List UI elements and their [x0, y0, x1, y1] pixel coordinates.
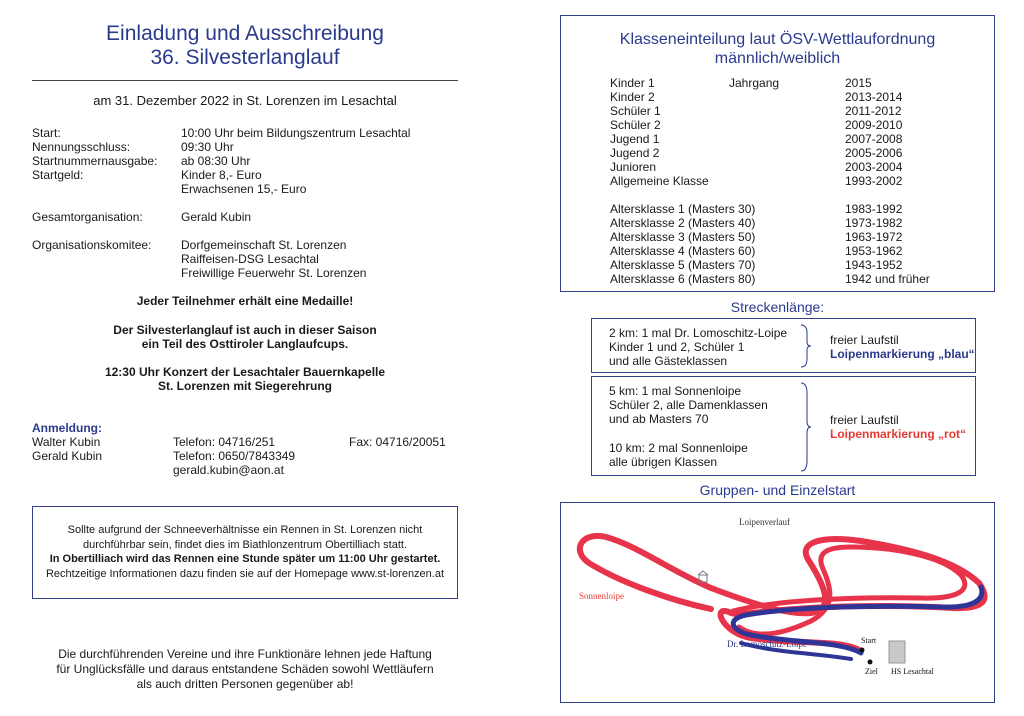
notice-line-3: In Obertilliach wird das Rennen eine Stunde später um 11:00 Uhr gestartet. [49, 553, 441, 565]
class-years: 1943-1952 [845, 258, 903, 272]
route-red-box [591, 376, 976, 476]
cup-line-2: ein Teil des Osttiroler Langlaufcups. [141, 337, 349, 351]
notice-line-4: Rechtzeitige Informationen dazu finden sie auf der Homepage www.st-lorenzen.at [45, 567, 445, 580]
class-years: 2003-2004 [845, 160, 903, 174]
komitee-value-3: Freiwillige Feuerwehr St. Lorenzen [181, 266, 367, 280]
class-name: Jugend 1 [610, 132, 660, 146]
contact-phone-1: Telefon: 04716/251 [173, 435, 276, 449]
class-name: Jugend 2 [610, 146, 660, 160]
classes-title-line-2: männlich/weiblich [714, 50, 841, 67]
route-red-marking: Loipenmarkierung „rot“ [830, 427, 967, 441]
notice-box [32, 506, 458, 599]
route-blue-brace [799, 323, 813, 369]
contact-phone-2: Telefon: 0650/7843349 [173, 449, 296, 463]
map-label-ziel: Ziel [865, 667, 878, 676]
gesamt-label: Gesamtorganisation: [32, 210, 143, 224]
disclaimer-line-1: Die durchführenden Vereine und ihre Funktionäre lehnen jede Haftung [58, 647, 432, 661]
course-map [561, 503, 994, 702]
medal-note: Jeder Teilnehmer erhält eine Medaille! [136, 294, 354, 308]
anmeldung-heading: Anmeldung: [32, 421, 102, 435]
detail-label-startnummer: Startnummernausgabe: [32, 154, 158, 168]
start-dot [860, 648, 865, 653]
contact-name-1: Walter Kubin [32, 435, 101, 449]
title-divider [32, 80, 458, 81]
class-name: Altersklasse 2 (Masters 40) [610, 216, 756, 230]
class-years: 2015 [845, 76, 872, 90]
class-name: Allgemeine Klasse [610, 174, 709, 188]
detail-value-startnummer: ab 08:30 Uhr [181, 154, 251, 168]
detail-value-startgeld-erwachsene: Erwachsenen 15,- Euro [181, 182, 307, 196]
class-years: 1993-2002 [845, 174, 903, 188]
route-red-line-5: alle übrigen Klassen [609, 455, 718, 469]
contact-name-2: Gerald Kubin [32, 449, 103, 463]
detail-label-nennungsschluss: Nennungsschluss: [32, 140, 131, 154]
route-red-line-2: Schüler 2, alle Damenklassen [609, 398, 768, 412]
route-blue-style: freier Laufstil [830, 333, 899, 347]
hs-building-icon [889, 641, 905, 663]
class-name: Schüler 2 [610, 118, 661, 132]
contact-email-2[interactable]: gerald.kubin@aon.at [173, 463, 284, 477]
route-blue-lines [609, 326, 787, 368]
classes-box [560, 15, 995, 292]
cup-note [32, 323, 458, 351]
route-red-style: freier Laufstil [830, 413, 899, 427]
cup-line-1: Der Silvesterlanglauf ist auch in dieser Saison [113, 323, 377, 337]
class-years: 1973-1982 [845, 216, 903, 230]
detail-label-start: Start: [32, 126, 61, 140]
concert-line-2: St. Lorenzen mit Siegerehrung [157, 379, 333, 393]
class-name: Schüler 1 [610, 104, 661, 118]
disclaimer-line-2: für Unglücksfälle und daraus entstandene Schäden sowohl Wettläufern [56, 662, 434, 676]
map-label-loipenverlauf: Loipenverlauf [739, 517, 790, 527]
class-years: 1963-1972 [845, 230, 903, 244]
classes-title [561, 30, 994, 68]
notice-line-1: Sollte aufgrund der Schneeverhältnisse ein Rennen in St. Lorenzen nicht [67, 524, 423, 536]
title-line-1: Einladung und Ausschreibung [106, 22, 384, 45]
class-years: 2013-2014 [845, 90, 903, 104]
class-name: Altersklasse 5 (Masters 70) [610, 258, 756, 272]
route-blue-box [591, 318, 976, 373]
detail-value-nennungsschluss: 09:30 Uhr [181, 140, 234, 154]
class-name: Altersklasse 6 (Masters 80) [610, 272, 756, 286]
class-years: 1953-1962 [845, 244, 903, 258]
class-name: Altersklasse 4 (Masters 60) [610, 244, 756, 258]
route-red-line-1: 5 km: 1 mal Sonnenloipe [609, 384, 742, 398]
class-years: 2011-2012 [845, 104, 902, 118]
route-blue-marking: Loipenmarkierung „blau“ [830, 347, 975, 361]
notice-text [33, 523, 457, 581]
class-name: Kinder 1 [610, 76, 655, 90]
date-line: am 31. Dezember 2022 in St. Lorenzen im Lesachtal [93, 93, 397, 108]
strecken-heading: Streckenlänge: [730, 299, 825, 315]
contacts [32, 435, 462, 477]
map-label-start: Start [861, 636, 877, 645]
route-red-line-4: 10 km: 2 mal Sonnenloipe [609, 441, 748, 455]
detail-value-startgeld-kinder: Kinder 8,- Euro [181, 168, 262, 182]
contact-fax-1: Fax: 04716/20051 [349, 435, 446, 449]
concert-note [32, 365, 458, 393]
classes-title-line-1: Klasseneinteilung laut ÖSV-Wettlaufordnung [619, 31, 936, 48]
route-blue-line-3: und alle Gästeklassen [609, 354, 728, 368]
map-box [560, 502, 995, 703]
route-blue-line-2: Kinder 1 und 2, Schüler 1 [609, 340, 745, 354]
class-years: 1942 und früher [845, 272, 930, 286]
class-name: Altersklasse 3 (Masters 50) [610, 230, 756, 244]
concert-line-1: 12:30 Uhr Konzert der Lesachtaler Bauernkapelle [104, 365, 386, 379]
komitee-value-1: Dorfgemeinschaft St. Lorenzen [181, 238, 347, 252]
gesamt-value: Gerald Kubin [181, 210, 252, 224]
map-label-lomoschitz: Dr. Lomoschitz-Loipe [727, 639, 807, 649]
route-red-lines-a [609, 384, 768, 426]
gruppen-heading: Gruppen- und Einzelstart [699, 482, 856, 498]
ziel-dot [868, 660, 873, 665]
map-label-hs-lesachtal: HS Lesachtal [891, 667, 934, 676]
page-title [32, 22, 458, 70]
jahrgang-label: Jahrgang [729, 76, 780, 90]
notice-line-2: durchführbar sein, findet dies im Biathlonzentrum Obertilliach statt. [82, 538, 408, 551]
komitee-value-2: Raiffeisen-DSG Lesachtal [181, 252, 319, 266]
disclaimer-line-3: als auch dritten Personen gegenüber ab! [136, 677, 354, 691]
class-name: Junioren [610, 160, 657, 174]
route-red-brace [799, 381, 813, 473]
map-label-sonnenloipe: Sonnenloipe [579, 591, 624, 601]
route-blue-line-1: 2 km: 1 mal Dr. Lomoschitz-Loipe [609, 326, 788, 340]
route-red-lines-b [609, 441, 748, 469]
class-years: 1983-1992 [845, 202, 903, 216]
class-years: 2009-2010 [845, 118, 903, 132]
detail-label-startgeld: Startgeld: [32, 168, 84, 182]
class-years: 2005-2006 [845, 146, 903, 160]
title-line-2: 36. Silvesterlanglauf [150, 46, 340, 69]
class-name: Altersklasse 1 (Masters 30) [610, 202, 756, 216]
komitee-label: Organisationskomitee: [32, 238, 152, 252]
detail-value-start: 10:00 Uhr beim Bildungszentrum Lesachtal [181, 126, 411, 140]
class-years: 2007-2008 [845, 132, 903, 146]
class-name: Kinder 2 [610, 90, 655, 104]
route-red-line-3: und ab Masters 70 [609, 412, 709, 426]
disclaimer [32, 647, 458, 692]
